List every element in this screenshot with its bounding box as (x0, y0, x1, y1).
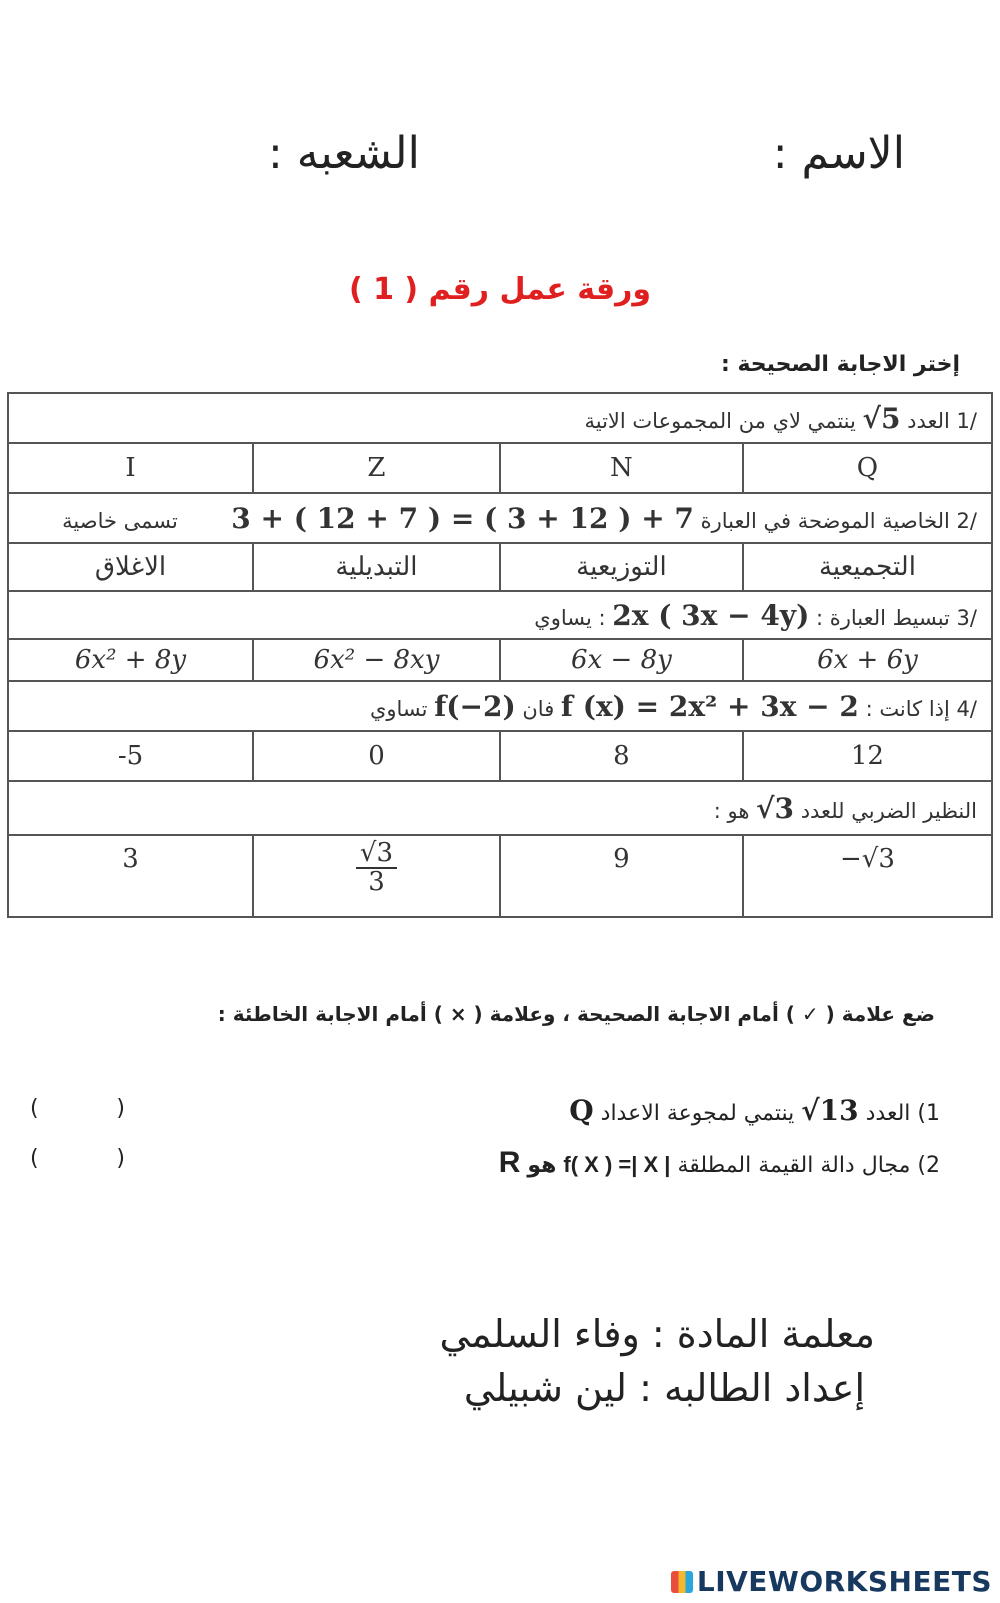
fraction: $\frac{√3}{3}$ (356, 840, 397, 897)
option-cell[interactable]: 6x + 6y (743, 639, 992, 681)
option-cell[interactable]: 6x² + 8y (8, 639, 253, 681)
option-cell[interactable]: الاغلاق (8, 543, 253, 591)
instruction-true-false: ضع علامة ( ✓ ) أمام الاجابة الصحيحة ، وعلامة ( × ) أمام الاجابة الخاطئة : (217, 1002, 935, 1026)
option-cell[interactable]: 0 (253, 731, 500, 781)
name-label: الاسم : (772, 128, 905, 179)
instruction-choose: إختر الاجابة الصحيحة : (721, 352, 960, 377)
question-4: /4 إذا كانت : f (x) = 2x² + 3x − 2 فان f(−2) تساوي (8, 681, 992, 731)
options-row (8, 543, 992, 591)
option-cell[interactable]: N (500, 443, 743, 493)
option-cell[interactable] (253, 835, 500, 917)
teacher-name: معلمة المادة : وفاء السلمي (439, 1312, 875, 1356)
option-cell[interactable]: التبديلية (253, 543, 500, 591)
liveworksheets-logo: LIVEWORKSHEETS (671, 1565, 992, 1598)
mcq-table (7, 392, 993, 918)
option-cell[interactable]: Q (743, 443, 992, 493)
option-cell[interactable]: Z (253, 443, 500, 493)
option-cell[interactable]: 8 (500, 731, 743, 781)
tf-statement-1: 1) العدد √13 ينتمي لمجوعة الاعداد Q (569, 1094, 940, 1127)
options-row (8, 639, 992, 681)
option-cell[interactable]: التجميعية (743, 543, 992, 591)
question-row (8, 681, 992, 731)
question-row (8, 393, 992, 443)
student-name: إعداد الطالبه : لين شبيلي (463, 1366, 865, 1410)
logo-icon (671, 1571, 693, 1593)
option-cell[interactable]: I (8, 443, 253, 493)
options-row (8, 835, 992, 917)
option-cell[interactable]: −√3 (743, 835, 992, 917)
options-row (8, 731, 992, 781)
options-row (8, 443, 992, 493)
question-row (8, 781, 992, 835)
worksheet-title: ورقة عمل رقم ( 1 ) (348, 272, 652, 307)
option-cell[interactable]: -5 (8, 731, 253, 781)
answer-box-1[interactable]: ( ) (30, 1096, 125, 1121)
question-5: النظير الضربي للعدد √3 هو : (8, 781, 992, 835)
option-cell[interactable]: 6x² − 8xy (253, 639, 500, 681)
tf-statement-2: 2) مجال دالة القيمة المطلقة f( X ) =| X | هو R (498, 1146, 940, 1179)
option-cell[interactable]: 9 (500, 835, 743, 917)
question-1: /1 العدد √5 ينتمي لاي من المجموعات الاتية (8, 393, 992, 443)
question-row (8, 493, 992, 543)
option-cell[interactable]: التوزيعية (500, 543, 743, 591)
option-cell[interactable]: 3 (8, 835, 253, 917)
option-cell[interactable]: 12 (743, 731, 992, 781)
question-row (8, 591, 992, 639)
question-3: /3 تبسيط العبارة : 2x ( 3x − 4y) : يساوي (8, 591, 992, 639)
answer-box-2[interactable]: ( ) (30, 1146, 125, 1171)
question-2: /2 الخاصية الموضحة في العبارة 3 + ( 12 + 7 ) = ( 3 + 12 ) + 7 تسمى خاصية (8, 493, 992, 543)
option-cell[interactable]: 6x − 8y (500, 639, 743, 681)
section-label: الشعبه : (268, 128, 420, 179)
